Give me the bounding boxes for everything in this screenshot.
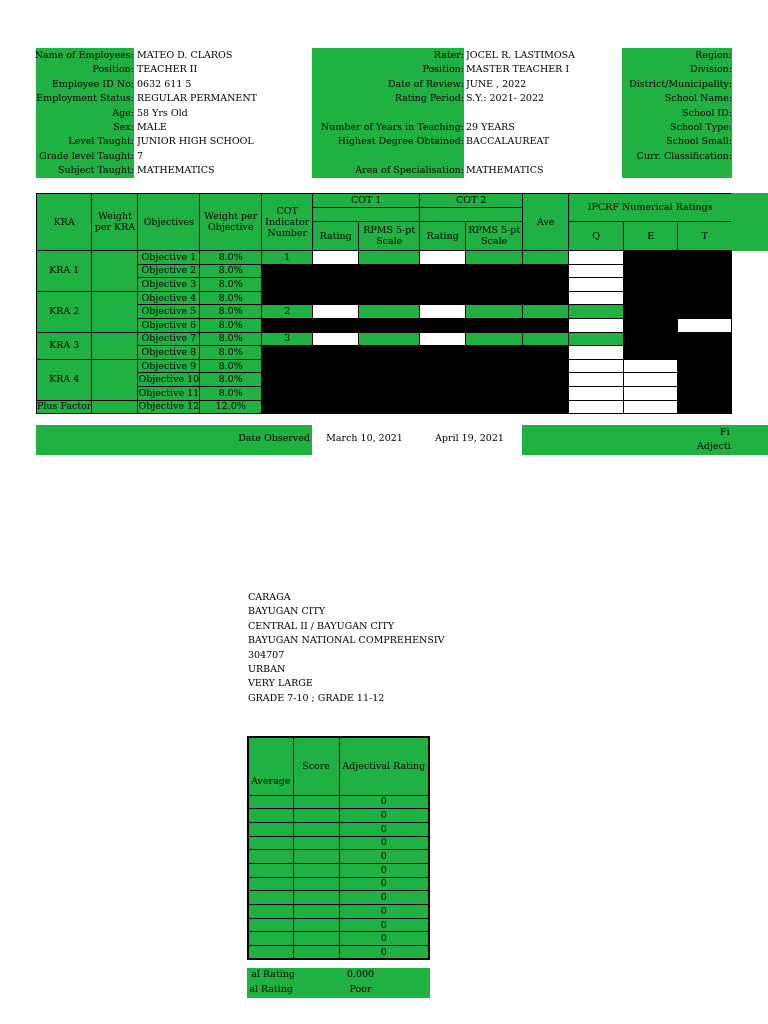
score-cell (293, 932, 339, 946)
rating-cell (569, 264, 624, 278)
final-label-1: Fi (720, 427, 730, 438)
rating-cell (359, 359, 420, 373)
rating-cell (569, 318, 624, 332)
average-cell (248, 863, 293, 877)
rater-field-label (280, 150, 464, 164)
score-row (248, 905, 429, 919)
rater-field-label: Area of Specialisation: (355, 165, 464, 177)
school-info-line: URBAN (248, 664, 286, 675)
adjectival-cell: 0 (339, 836, 429, 850)
score-row (248, 891, 429, 905)
score-cell (293, 795, 339, 809)
score-row (248, 877, 429, 891)
objective-cell: Objective 6 (138, 318, 200, 332)
weight-objective-cell: 8.0% (200, 278, 262, 292)
rating-cell (359, 278, 420, 292)
kra-cell: Plus Factor (37, 401, 92, 413)
objective-cell: Objective 8 (138, 346, 200, 360)
employee-field-label: Age: (112, 107, 134, 119)
ave-header: Ave (523, 194, 569, 251)
rating-cell (359, 346, 420, 360)
score-row (248, 822, 429, 836)
adjectival-cell: 0 (339, 905, 429, 919)
rater-field-label: Rater: (433, 50, 464, 61)
score-row (248, 918, 429, 932)
employee-field-value: MALE (137, 122, 167, 133)
cot1-rpms-header: RPMS 5-pt Scale (359, 222, 420, 251)
objective-cell: Objective 2 (138, 264, 200, 278)
rater-field-value: JOCEL R. LASTIMOSA (466, 50, 575, 61)
school-field-label: Curr. Classification: (636, 150, 732, 162)
rating-cell (420, 373, 466, 387)
school-info-line: GRADE 7-10 ; GRADE 11-12 (248, 692, 385, 704)
weight-objective-cell: 8.0% (200, 251, 262, 265)
average-header: Average (248, 737, 293, 795)
rater-field-value: MATHEMATICS (466, 165, 544, 177)
objectives-header: Objectives (138, 194, 200, 251)
rating-cell (569, 305, 624, 319)
rating-cell (420, 305, 466, 319)
average-cell (248, 877, 293, 891)
rater-field-label: Date of Review: (387, 78, 464, 90)
adjectival-cell: 0 (339, 932, 429, 946)
employee-field-value: 0632 611 5 (137, 78, 192, 90)
school-info-line: BAYUGAN NATIONAL COMPREHENSIV (248, 635, 445, 647)
cot-indicator-cell (262, 318, 313, 332)
average-cell (248, 891, 293, 905)
cot-indicator-header: COT Indicator Number (262, 194, 313, 251)
rating-cell (523, 251, 569, 265)
rating-cell (313, 332, 359, 346)
school-field-label: Region: (695, 50, 732, 61)
employee-field-value: JUNIOR HIGH SCHOOL (137, 136, 254, 148)
score-cell (293, 822, 339, 836)
employee-field-value: 58 Yrs Old (137, 107, 188, 119)
rating-cell (569, 359, 624, 373)
score-cell (293, 850, 339, 864)
weight-kra-cell (92, 332, 138, 359)
rating-cell (313, 400, 359, 414)
rater-field-value (466, 107, 622, 121)
rating-table (36, 193, 732, 414)
score-row (248, 809, 429, 823)
cot2-rpms-header: RPMS 5-pt Scale (466, 222, 523, 251)
rating-cell (466, 251, 523, 265)
objective-cell: Objective 12 (138, 401, 200, 413)
employee-field-value: TEACHER II (137, 64, 198, 76)
average-cell (248, 822, 293, 836)
weight-kra-cell (92, 359, 138, 400)
rating-cell (523, 264, 569, 278)
cot-indicator-cell: 3 (262, 332, 313, 346)
adjectival-cell: 0 (339, 946, 429, 960)
score-row (248, 795, 429, 809)
weight-objective-cell: 8.0% (200, 305, 262, 319)
average-cell (248, 918, 293, 932)
weight-objective-cell: 8.0% (200, 386, 262, 400)
table-row (37, 386, 732, 400)
score-cell (293, 918, 339, 932)
kra-cell: KRA 2 (37, 291, 92, 332)
rating-cell (359, 386, 420, 400)
cot-indicator-cell (262, 346, 313, 360)
objective-cell: Objective 7 (138, 332, 200, 346)
average-cell (248, 850, 293, 864)
rating-cell (624, 386, 678, 400)
cot1-header: COT 1 (313, 194, 420, 208)
rater-field-value: S.Y.: 2021- 2022 (466, 93, 545, 105)
cot-indicator-cell: 2 (262, 305, 313, 319)
objective-cell: Objective 11 (138, 387, 200, 399)
score-row (248, 946, 429, 960)
rating-cell (466, 359, 523, 373)
rating-cell (420, 291, 466, 305)
weight-objective-cell: 8.0% (200, 318, 262, 332)
score-cell (293, 891, 339, 905)
rating-cell (313, 359, 359, 373)
rating-cell (678, 373, 732, 387)
rating-cell (569, 386, 624, 400)
rating-cell (523, 291, 569, 305)
table-row (37, 373, 732, 387)
rating-cell (624, 291, 678, 305)
score-row (248, 863, 429, 877)
rating-cell (313, 251, 359, 265)
rating-cell (678, 305, 732, 319)
employee-field-value: REGULAR PERMANENT (137, 93, 257, 105)
rating-cell (678, 318, 732, 332)
rating-cell (359, 305, 420, 319)
average-cell (248, 932, 293, 946)
e-header: E (624, 222, 678, 251)
rating-cell (420, 359, 466, 373)
rating-cell (624, 251, 678, 265)
ipcrf-header-extension (731, 193, 768, 251)
average-cell (248, 946, 293, 960)
school-field-label: School Type: (669, 122, 732, 133)
rating-cell (624, 332, 678, 346)
rating-cell (313, 318, 359, 332)
final-rating-label: al Rating (251, 969, 295, 980)
cot-indicator-cell (262, 264, 313, 278)
school-info-line: BAYUGAN CITY (248, 606, 326, 618)
objective-cell: Objective 3 (138, 278, 200, 292)
final-rating-bar (522, 425, 768, 455)
weight-objective-cell: 8.0% (200, 264, 262, 278)
weight-objective-cell: 8.0% (200, 373, 262, 387)
score-cell (293, 946, 339, 960)
rating-cell (678, 400, 732, 414)
rating-cell (466, 346, 523, 360)
adjectival-cell: 0 (339, 822, 429, 836)
rating-cell (569, 251, 624, 265)
rater-field-label: Number of Years in Teaching: (320, 122, 464, 133)
school-info-line: VERY LARGE (248, 678, 313, 690)
rating-cell (569, 400, 624, 414)
rating-cell (569, 278, 624, 292)
rating-cell (313, 305, 359, 319)
rating-cell (569, 332, 624, 346)
average-cell (248, 809, 293, 823)
table-row (37, 264, 732, 278)
score-cell (293, 809, 339, 823)
score-header: Score (293, 737, 339, 795)
rating-cell (359, 251, 420, 265)
rating-cell (678, 278, 732, 292)
rater-field-value: JUNE , 2022 (466, 78, 527, 90)
school-info-line: CARAGA (248, 592, 291, 603)
rater-field-value: BACCALAUREAT (466, 136, 550, 148)
cot-indicator-cell: 1 (262, 251, 313, 265)
score-row (248, 836, 429, 850)
rating-cell (523, 278, 569, 292)
employee-field-label: Name of Employees: (34, 50, 134, 61)
rating-cell (359, 332, 420, 346)
rater-field-value (466, 150, 622, 164)
table-row (37, 400, 732, 414)
employee-field-label: Subject Taught: (57, 165, 134, 177)
weight-objective-cell: 8.0% (200, 359, 262, 373)
rating-cell (624, 400, 678, 414)
rating-cell (466, 332, 523, 346)
rating-cell (678, 264, 732, 278)
rating-cell (678, 346, 732, 360)
table-row (37, 305, 732, 319)
rating-cell (313, 291, 359, 305)
rating-cell (359, 318, 420, 332)
objective-cell: Objective 1 (138, 251, 200, 265)
rating-cell (523, 346, 569, 360)
rating-cell (420, 264, 466, 278)
objective-cell: Objective 10 (138, 374, 200, 386)
weight-kra-cell (92, 251, 138, 292)
adjectival-cell: 0 (339, 891, 429, 905)
objective-cell: Objective 9 (138, 359, 200, 373)
school-field-label: District/Municipality: (629, 78, 732, 90)
rating-cell (624, 359, 678, 373)
table-row (37, 332, 732, 346)
average-cell (248, 905, 293, 919)
rating-cell (624, 278, 678, 292)
table-row (37, 278, 732, 292)
rater-field-label: Rating Period: (394, 93, 464, 105)
rating-cell (523, 400, 569, 414)
rating-cell (420, 346, 466, 360)
rating-cell (313, 264, 359, 278)
average-cell (248, 795, 293, 809)
weight-objective-cell: 12.0% (200, 400, 262, 414)
adjectival-cell: 0 (339, 809, 429, 823)
adjectival-cell: 0 (339, 918, 429, 932)
rating-cell (466, 400, 523, 414)
rating-cell (523, 332, 569, 346)
employee-field-label: Employee ID No: (51, 78, 134, 90)
rating-cell (420, 332, 466, 346)
adjectival-rating-label: al Rating (249, 984, 293, 995)
rater-field-label (280, 107, 464, 121)
weight-objective-header: Weight per Objective (200, 194, 262, 251)
final-rating-value: 0.000 (346, 969, 375, 980)
cot-indicator-cell (262, 386, 313, 400)
rating-cell (523, 318, 569, 332)
q-header: Q (569, 222, 624, 251)
weight-kra-header: Weight per KRA (92, 194, 138, 251)
school-field-label: School Name: (664, 93, 732, 105)
table-row (37, 346, 732, 360)
rating-cell (466, 386, 523, 400)
kra-cell: KRA 3 (37, 332, 92, 359)
employee-field-value: MATEO D. CLAROS (137, 50, 233, 61)
rating-cell (359, 291, 420, 305)
rating-cell (420, 400, 466, 414)
rating-cell (466, 305, 523, 319)
rating-cell (466, 291, 523, 305)
date-cot1: March 10, 2021 (326, 433, 403, 444)
rating-cell (466, 278, 523, 292)
cot2-rating-header: Rating (420, 222, 466, 251)
rating-cell (523, 386, 569, 400)
rating-cell (466, 264, 523, 278)
adjectival-cell: 0 (339, 877, 429, 891)
school-field-label: School ID: (681, 107, 732, 119)
rating-cell (624, 264, 678, 278)
adjectival-header: Adjectival Rating (339, 737, 429, 795)
rating-cell (420, 386, 466, 400)
rating-cell (678, 251, 732, 265)
rating-cell (569, 291, 624, 305)
t-header: T (678, 222, 732, 251)
weight-kra-cell (92, 291, 138, 332)
rating-cell (359, 264, 420, 278)
score-row (248, 932, 429, 946)
rating-cell (313, 278, 359, 292)
rating-cell (359, 400, 420, 414)
cot2-header: COT 2 (420, 194, 523, 208)
table-row (37, 291, 732, 305)
school-field-label: Division: (689, 64, 732, 76)
rating-cell (624, 373, 678, 387)
rating-cell (523, 305, 569, 319)
rating-cell (678, 332, 732, 346)
cot-indicator-cell (262, 291, 313, 305)
rating-cell (523, 359, 569, 373)
employee-field-value: 7 (137, 150, 144, 162)
adjectival-cell: 0 (339, 863, 429, 877)
weight-objective-cell: 8.0% (200, 346, 262, 360)
rater-field-value: MASTER TEACHER I (466, 64, 570, 76)
cot-indicator-cell (262, 278, 313, 292)
objective-cell: Objective 5 (138, 305, 200, 319)
employee-field-value: MATHEMATICS (137, 165, 215, 177)
table-row (37, 359, 732, 373)
cot-indicator-cell (262, 400, 313, 414)
rating-cell (624, 305, 678, 319)
average-cell (248, 836, 293, 850)
rater-field-value: 29 YEARS (466, 122, 515, 133)
employee-field-label: Employment Status: (36, 93, 134, 105)
rating-cell (678, 359, 732, 373)
rater-field-label: Position: (422, 64, 464, 76)
adjectival-cell: 0 (339, 795, 429, 809)
rating-cell (569, 373, 624, 387)
rating-cell (313, 346, 359, 360)
score-table (247, 736, 430, 960)
rating-cell (523, 373, 569, 387)
rating-cell (678, 291, 732, 305)
kra-header: KRA (37, 194, 92, 251)
cot1-sub (313, 208, 420, 222)
header-row (37, 194, 732, 208)
rating-cell (624, 346, 678, 360)
cot-indicator-cell (262, 359, 313, 373)
rating-cell (466, 373, 523, 387)
employee-field-label: Position: (92, 64, 134, 76)
objective-cell: Objective 4 (138, 291, 200, 305)
table-row (37, 251, 732, 265)
rating-cell (466, 318, 523, 332)
table-row (37, 318, 732, 332)
cot-indicator-cell (262, 373, 313, 387)
employee-field-label: Sex: (113, 122, 134, 133)
rating-cell (420, 251, 466, 265)
adjectival-rating-value: Poor (349, 984, 372, 995)
school-info-line: CENTRAL II / BAYUGAN CITY (248, 620, 395, 632)
rating-cell (313, 386, 359, 400)
final-label-2: Adjecti (697, 441, 731, 452)
employee-field-label: Grade level Taught: (39, 150, 134, 162)
score-cell (293, 905, 339, 919)
date-cot2: April 19, 2021 (435, 433, 504, 444)
score-cell (293, 836, 339, 850)
cot2-sub (420, 208, 523, 222)
rater-field-label: Highest Degree Obtained: (337, 136, 464, 148)
score-cell (293, 863, 339, 877)
cot1-rating-header: Rating (313, 222, 359, 251)
kra-cell: KRA 4 (37, 359, 92, 400)
employee-field-label: Level Taught: (68, 136, 134, 148)
score-row (248, 850, 429, 864)
rating-cell (569, 346, 624, 360)
adjectival-cell: 0 (339, 850, 429, 864)
rating-cell (624, 318, 678, 332)
school-field-label: School Small: (666, 136, 732, 148)
score-cell (293, 877, 339, 891)
rating-cell (420, 278, 466, 292)
rating-cell (420, 318, 466, 332)
kra-cell: KRA 1 (37, 251, 92, 292)
rating-cell (313, 373, 359, 387)
weight-objective-cell: 8.0% (200, 291, 262, 305)
rating-cell (678, 386, 732, 400)
weight-kra-cell (92, 400, 138, 414)
weight-objective-cell: 8.0% (200, 332, 262, 346)
rating-cell (359, 373, 420, 387)
school-info-line: 304707 (248, 649, 285, 661)
date-observed-label: Date Observed (238, 433, 310, 444)
ipcrf-header: IPCRF Numerical Ratings (569, 194, 732, 222)
